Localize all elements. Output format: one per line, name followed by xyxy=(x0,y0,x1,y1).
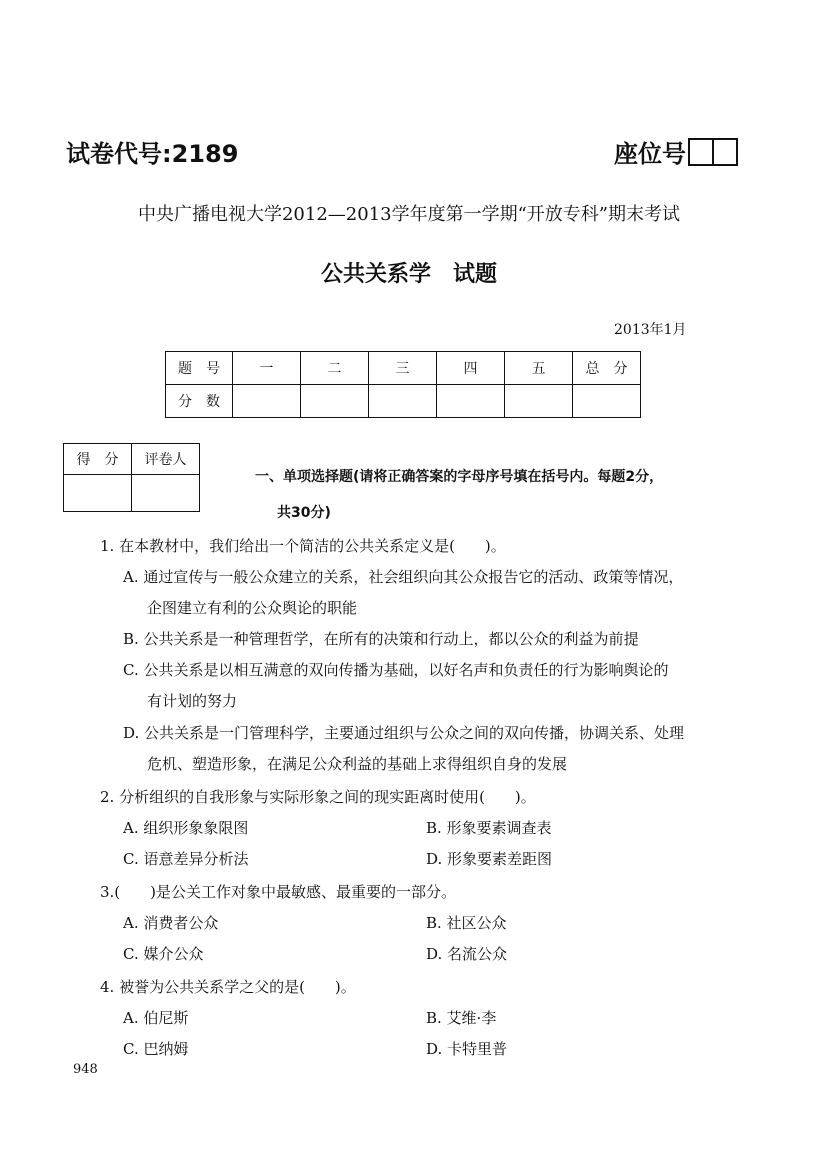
page-number: 948 xyxy=(73,1062,98,1077)
question-stem: 3.( )是公关工作对象中最敏感、最重要的一部分。 xyxy=(100,883,457,901)
option-d-cont: 危机、塑造形象，在满足公众利益的基础上求得组织自身的发展 xyxy=(147,755,568,773)
question-stem: 1. 在本教材中，我们给出一个简洁的公共关系定义是( )。 xyxy=(100,537,506,555)
option-a: A. 通过宣传与一般公众建立的关系，社会组织向其公众报告它的活动、政策等情况， xyxy=(123,568,684,586)
score-table-column: 三 xyxy=(369,352,437,385)
score-table-column: 二 xyxy=(301,352,369,385)
exam-date: 2013年1月 xyxy=(614,322,687,338)
option-d: D. 名流公众 xyxy=(426,945,508,963)
option-d: D. 卡特里普 xyxy=(426,1040,508,1058)
option-c-cont: 有计划的努力 xyxy=(147,692,238,710)
section-heading-cont: 共30分) xyxy=(277,505,331,521)
option-d: D. 公共关系是一门管理科学，主要通过组织与公众之间的双向传播，协调关系、处理 xyxy=(123,724,685,742)
option-d: D. 形象要素差距图 xyxy=(426,850,553,868)
section-heading: 一、单项选择题(请将正确答案的字母序号填在括号内。每题2分， xyxy=(255,469,664,485)
option-b: B. 社区公众 xyxy=(426,914,507,932)
seat-box[interactable] xyxy=(688,138,714,166)
score-cell[interactable] xyxy=(369,385,437,418)
score-table-column: 四 xyxy=(437,352,505,385)
grader-name-label: 评卷人 xyxy=(132,444,200,475)
score-cell[interactable] xyxy=(233,385,301,418)
option-b: B. 形象要素调查表 xyxy=(426,819,552,837)
question-stem: 4. 被誉为公共关系学之父的是( )。 xyxy=(100,978,356,996)
option-b: B. 艾维·李 xyxy=(426,1009,497,1027)
grader-name-cell[interactable] xyxy=(132,475,200,512)
seat-label: 座位号 xyxy=(614,140,686,168)
score-cell[interactable] xyxy=(437,385,505,418)
option-c: C. 公共关系是以相互满意的双向传播为基础，以好名声和负责任的行为影响舆论的 xyxy=(123,661,669,679)
option-a: A. 伯尼斯 xyxy=(123,1009,189,1027)
score-table xyxy=(165,351,641,418)
score-table-row-label: 分 数 xyxy=(166,385,233,418)
option-a-cont: 企图建立有利的公众舆论的职能 xyxy=(147,599,358,617)
score-table-score-row xyxy=(166,385,641,418)
option-b: B. 公共关系是一种管理哲学，在所有的决策和行动上，都以公众的利益为前提 xyxy=(123,630,639,648)
option-c: C. 媒介公众 xyxy=(123,945,204,963)
score-table-column: 总 分 xyxy=(573,352,641,385)
option-c: C. 语意差异分析法 xyxy=(123,850,249,868)
score-table-column: 五 xyxy=(505,352,573,385)
grader-score-label: 得 分 xyxy=(64,444,132,475)
score-table-column: 一 xyxy=(233,352,301,385)
option-a: A. 组织形象象限图 xyxy=(123,819,249,837)
grader-score-cell[interactable] xyxy=(64,475,132,512)
paper-code: 试卷代号:2189 xyxy=(66,140,239,168)
score-cell[interactable] xyxy=(505,385,573,418)
option-c: C. 巴纳姆 xyxy=(123,1040,189,1058)
exam-university-line: 中央广播电视大学2012—2013学年度第一学期“开放专科”期末考试 xyxy=(137,204,681,225)
grader-table xyxy=(63,443,200,512)
seat-number xyxy=(614,134,738,169)
score-cell[interactable] xyxy=(301,385,369,418)
score-table-header-row xyxy=(166,352,641,385)
score-table-row-label: 题 号 xyxy=(166,352,233,385)
seat-box[interactable] xyxy=(714,138,738,166)
question-stem: 2. 分析组织的自我形象与实际形象之间的现实距离时使用( )。 xyxy=(100,788,536,806)
option-a: A. 消费者公众 xyxy=(123,914,219,932)
exam-title: 公共关系学 试题 xyxy=(320,262,497,287)
score-cell[interactable] xyxy=(573,385,641,418)
